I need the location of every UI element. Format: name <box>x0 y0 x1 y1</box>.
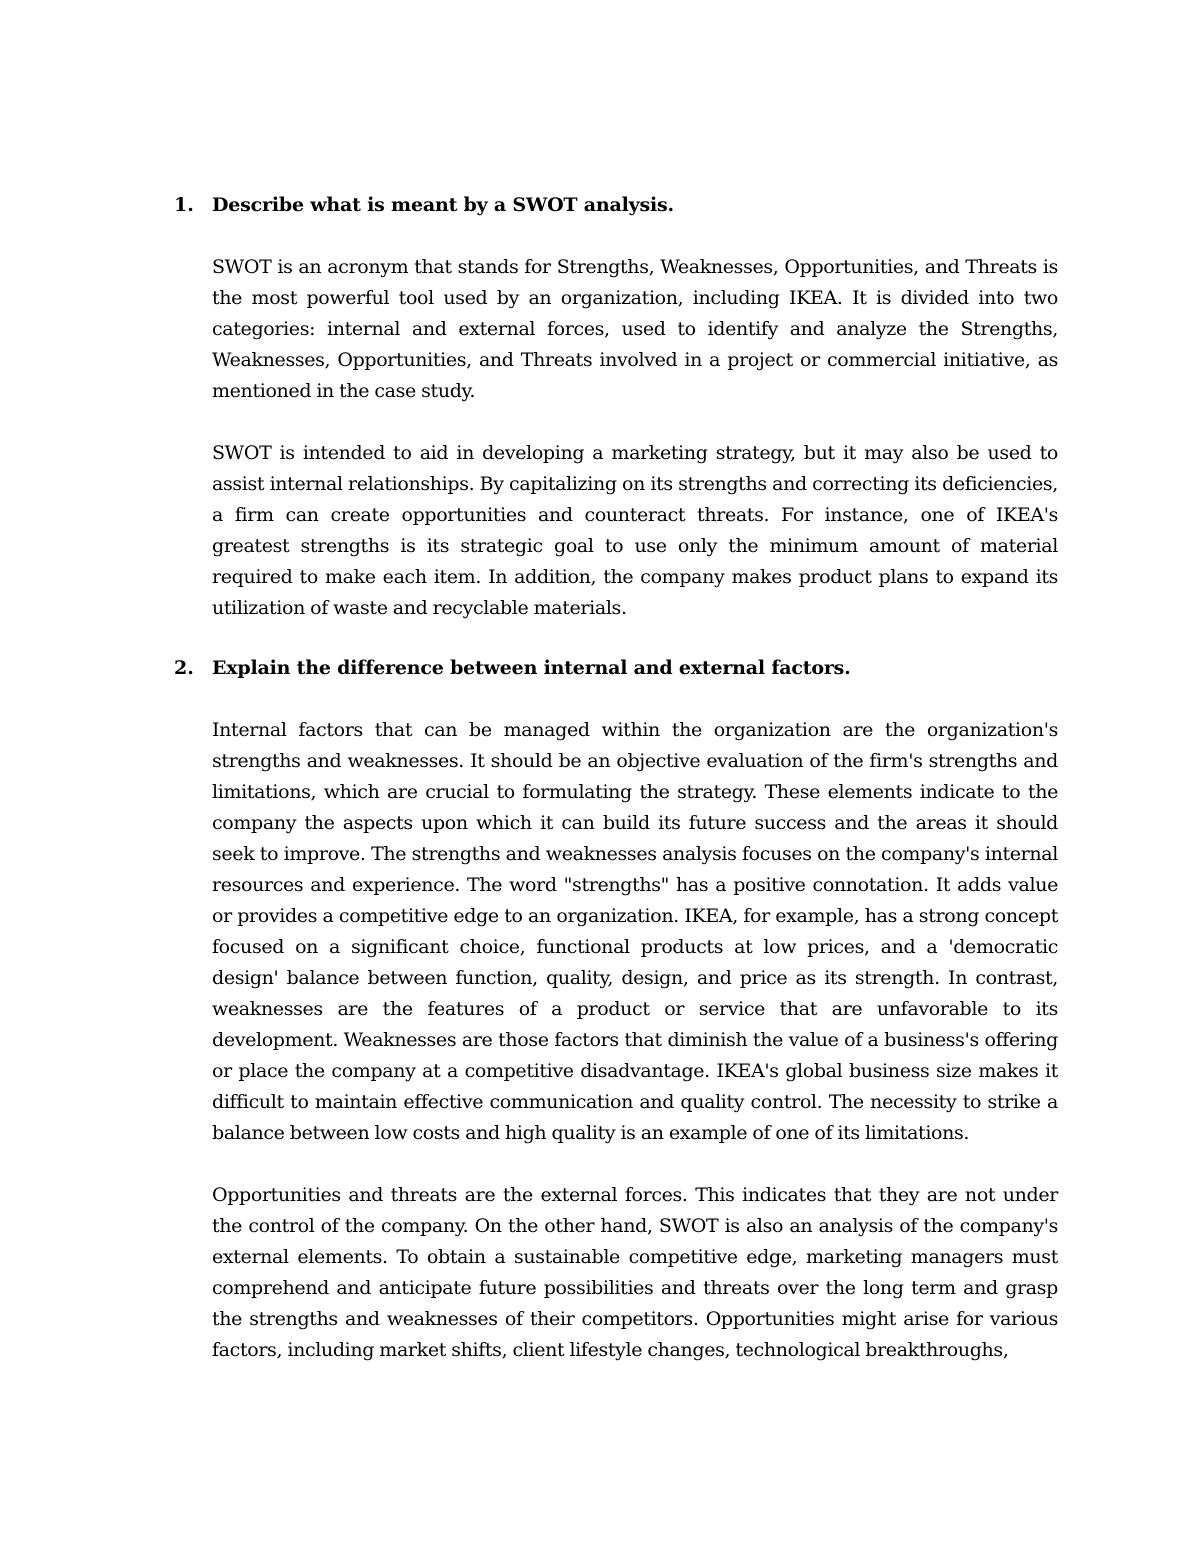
question-2-number: 2. <box>174 657 194 679</box>
question-1-title: Describe what is meant by a SWOT analysis. <box>212 194 674 216</box>
question-1-heading <box>174 190 1060 221</box>
question-2-paragraph-1: Internal factors that can be managed within the organization are the organization's strengths and weaknesses. It should be an objective evaluation of the firm's strengths and limitations, which are crucial to formulating the strategy. These elements indicate to the company the aspects upon which it can build its future success and the areas it should seek to improve. The strengths and weaknesses analysis focuses on the company's internal resources and experience. The word "strengths" has a positive connotation. It adds value or provides a competitive edge to an organization. IKEA, for example, has a strong concept focused on a significant choice, functional products at low prices, and a 'democratic design' balance between function, quality, design, and price as its strength. In contrast, weaknesses are the features of a product or service that are unfavorable to its development. Weaknesses are those factors that diminish the value of a business's offering or place the company at a competitive disadvantage. IKEA's global business size makes it difficult to maintain effective communication and quality control. The necessity to strike a balance between low costs and high quality is an example of one of its limitations. <box>212 719 1058 1144</box>
question-2 <box>174 653 1060 1366</box>
question-1 <box>174 190 1060 624</box>
question-2-heading <box>174 653 1060 684</box>
question-2-title: Explain the difference between internal and external factors. <box>212 657 851 679</box>
question-2-paragraph-2: Opportunities and threats are the external forces. This indicates that they are not under the control of the company. On the other hand, SWOT is also an analysis of the company's external elements. To obtain a sustainable competitive edge, marketing managers must comprehend and anticipate future possibilities and threats over the long term and grasp the strengths and weaknesses of their competitors. Opportunities might arise for various factors, including market shifts, client lifestyle changes, technological breakthroughs, <box>212 1184 1058 1361</box>
question-1-paragraph-1: SWOT is an acronym that stands for Strengths, Weaknesses, Opportunities, and Threats is the most powerful tool used by an organization, including IKEA. It is divided into two categories: internal and external forces, used to identify and analyze the Strengths, Weaknesses, Opportunities, and Threats involved in a project or commercial initiative, as mentioned in the case study. <box>212 256 1058 402</box>
question-1-number: 1. <box>174 194 194 216</box>
question-1-paragraph-2: SWOT is intended to aid in developing a marketing strategy, but it may also be used to assist internal relationships. By capitalizing on its strengths and correcting its deficiencies, a firm can create opportunities and counteract threats. For instance, one of IKEA's greatest strengths is its strategic goal to use only the minimum amount of material required to make each item. In addition, the company makes product plans to expand its utilization of waste and recyclable materials. <box>212 442 1058 619</box>
